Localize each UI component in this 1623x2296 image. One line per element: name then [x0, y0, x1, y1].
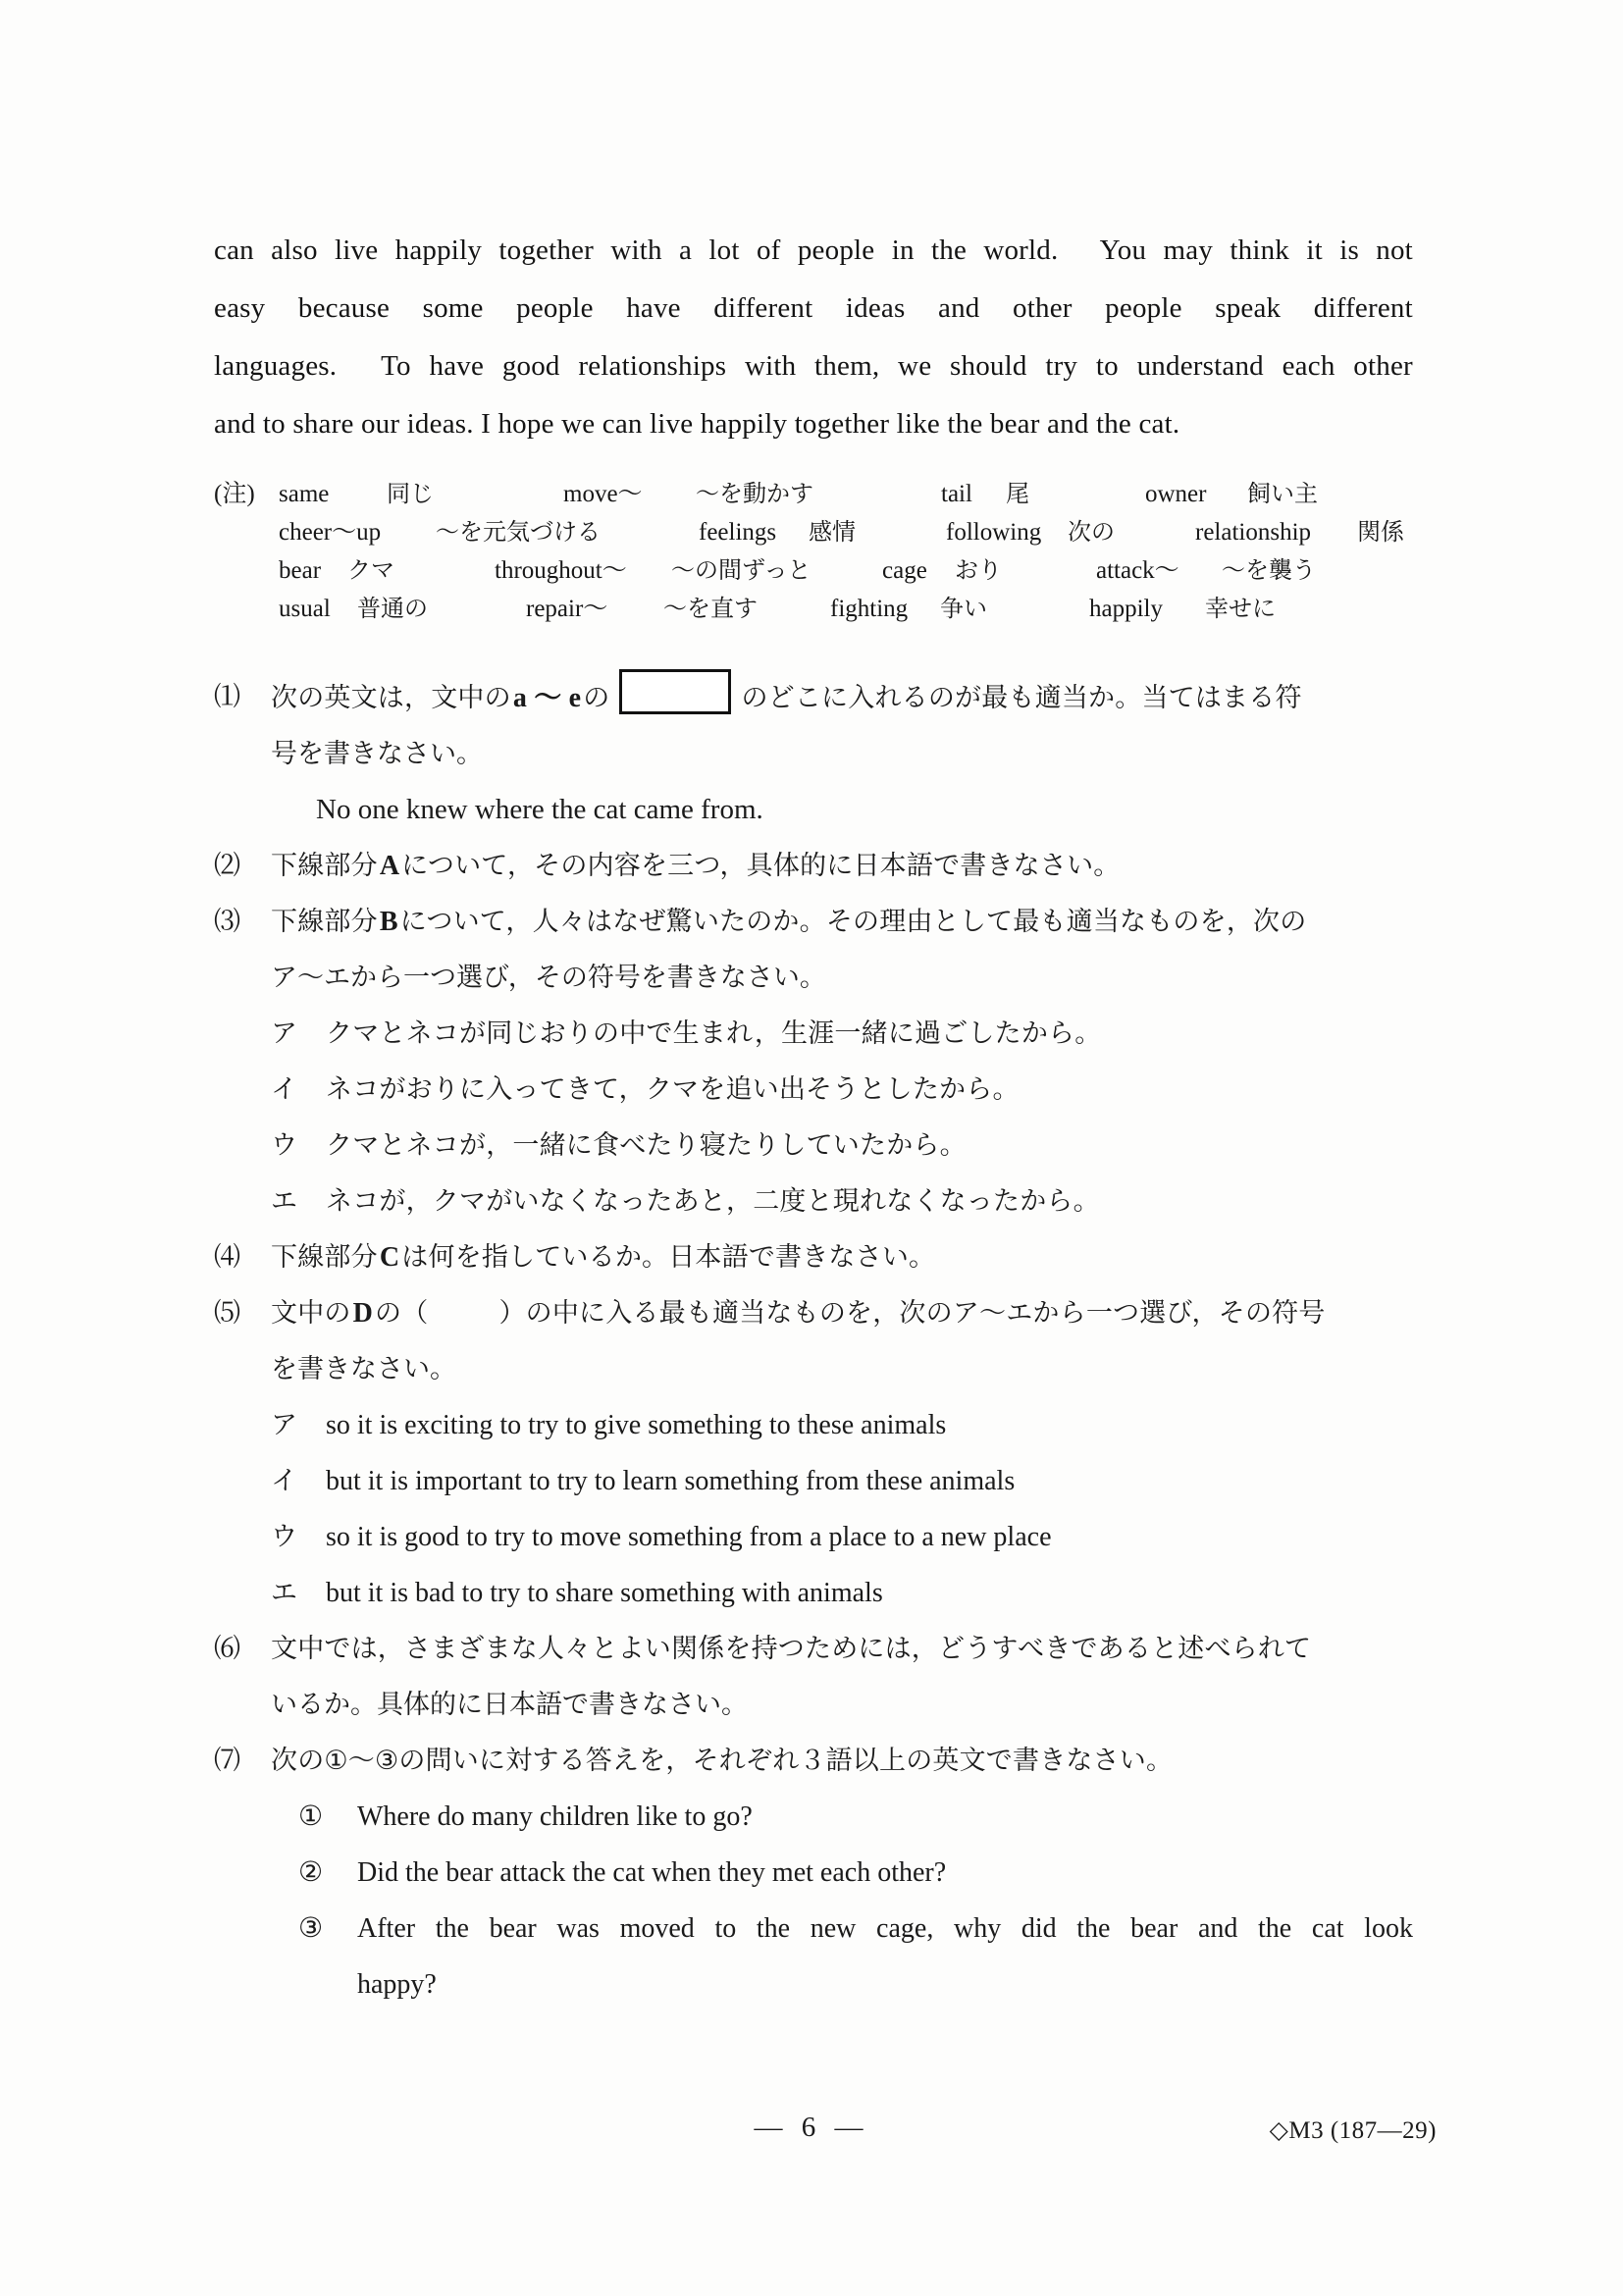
notes-row: [214, 551, 1413, 590]
choice-text: ネコがおりに入ってきて，クマを追い出そうとしたから。: [326, 1074, 1020, 1105]
note-term: same: [279, 481, 330, 507]
note-gloss: ～を襲う: [1222, 556, 1316, 584]
choice-mark: エ: [271, 1186, 297, 1217]
passage-line: can also live happily together with a lot of people in the world. You may think it is not: [214, 235, 1413, 266]
q2-text-b: について，その内容を三つ，具体的に日本語で書きなさい。: [401, 851, 1121, 881]
note-gloss: おり: [955, 556, 1002, 584]
choice-mark: エ: [271, 1578, 297, 1608]
note-term: relationship: [1195, 519, 1312, 546]
choice-mark: ウ: [271, 1130, 297, 1161]
q3-letter: B: [379, 907, 398, 937]
choice-mark: ア: [271, 1410, 297, 1440]
choice-mark: イ: [271, 1466, 297, 1496]
question-number: ⑷: [214, 1242, 240, 1272]
q5-letter: D: [352, 1298, 374, 1329]
note-term: cage: [882, 557, 927, 584]
q2-letter: A: [379, 851, 400, 881]
sub-question-item[interactable]: [298, 1789, 1413, 1845]
note-gloss: ～を動かす: [696, 480, 813, 507]
choice-option[interactable]: [271, 1062, 1413, 1118]
question-3-continued: ア～エから一つ選び，その符号を書きなさい。: [271, 963, 826, 993]
question-text: [271, 1285, 1413, 1341]
q1-text-b: の: [583, 683, 610, 713]
note-gloss: ～を直す: [663, 595, 758, 622]
choice-option[interactable]: [271, 1453, 1413, 1509]
question-1-continued: 号を書きなさい。: [271, 739, 483, 769]
question-6: [214, 1621, 1413, 1733]
note-gloss: 幸せに: [1205, 595, 1276, 622]
question-text: [271, 838, 1413, 894]
note-gloss: 普通の: [357, 595, 428, 622]
sub-question-mark: ①: [298, 1801, 324, 1832]
note-gloss: ～の間ずっと: [671, 556, 812, 584]
note-gloss: 関係: [1357, 518, 1404, 546]
question-number: ⑶: [214, 907, 240, 936]
choice-text: so it is good to try to move something from a place to a new place: [326, 1522, 1052, 1552]
choice-text: so it is exciting to try to give something to these animals: [326, 1410, 947, 1440]
question-number: ⑸: [214, 1298, 240, 1328]
page-number: — 6 —: [754, 2112, 869, 2143]
notes-items: [279, 475, 1318, 513]
note-gloss: ～を元気づける: [436, 518, 601, 546]
insert-sentence: No one knew where the cat came from.: [316, 794, 763, 825]
q3-text-a: 下線部分: [271, 907, 378, 937]
notes-items: [279, 513, 1404, 551]
sub-question-text-block: [357, 1901, 1413, 2012]
question-text: [271, 894, 1413, 950]
note-term: following: [946, 519, 1042, 546]
choice-option[interactable]: [271, 1565, 1413, 1621]
question-6-continued: いるか。具体的に日本語で書きなさい。: [271, 1690, 748, 1720]
choice-option[interactable]: [271, 1397, 1413, 1453]
q4-text-a: 下線部分: [271, 1242, 378, 1273]
passage-line: languages. To have good relationships with them, we should try to understand each other: [214, 350, 1413, 382]
choice-text: but it is bad to try to share something with animals: [326, 1578, 883, 1608]
form-code: ◇M3 (187—29): [1269, 2117, 1437, 2144]
note-term: fighting: [830, 596, 909, 622]
notes-block: [214, 475, 1413, 628]
note-gloss: 争い: [940, 595, 987, 622]
note-term: tail: [941, 481, 972, 507]
answer-blank-box[interactable]: [619, 669, 731, 714]
note-term: feelings: [699, 519, 777, 546]
note-gloss: 感情: [809, 518, 856, 546]
note-term: attack～: [1096, 557, 1179, 584]
notes-row: [214, 513, 1413, 551]
q1-letters: a ～ e: [512, 683, 582, 713]
q4-text-b: は何を指しているか。日本語で書きなさい。: [401, 1242, 936, 1273]
note-term: cheer～up: [279, 519, 382, 546]
choice-option[interactable]: [271, 1006, 1413, 1062]
q5-text-c: ）の中に入る最も適当なものを，次のア～エから一つ選び，その符号: [498, 1298, 1326, 1329]
passage-line: easy because some people have different ideas and other people speak different: [214, 292, 1413, 324]
note-term: owner: [1145, 481, 1207, 507]
question-text: [271, 669, 1413, 726]
note-gloss: 同じ: [387, 480, 434, 507]
question-text: 次の①～③の問いに対する答えを，それぞれ３語以上の英文で書きなさい。: [271, 1746, 1174, 1776]
question-5-continued: を書きなさい。: [271, 1354, 456, 1384]
choice-option[interactable]: [271, 1509, 1413, 1565]
note-term: repair～: [526, 596, 608, 622]
choice-text: クマとネコが同じおりの中で生まれ，生涯一緒に過ごしたから。: [326, 1018, 1102, 1049]
notes-items: [279, 551, 1316, 590]
notes-label: (注): [214, 481, 255, 507]
note-gloss: 飼い主: [1247, 480, 1318, 507]
q4-letter: C: [379, 1242, 400, 1273]
note-term: happily: [1089, 596, 1163, 622]
notes-row: [214, 590, 1413, 628]
choice-option[interactable]: [271, 1118, 1413, 1174]
notes-row: [214, 475, 1413, 513]
choice-option[interactable]: [271, 1174, 1413, 1229]
choice-mark: ウ: [271, 1522, 297, 1552]
question-number: ⑺: [214, 1746, 240, 1775]
sub-question-line: happy?: [357, 1969, 437, 2000]
question-number: ⑹: [214, 1634, 240, 1663]
note-term: bear: [279, 557, 322, 584]
page-content: [214, 222, 1413, 2012]
question-text: 文中では，さまざまな人々とよい関係を持つためには，どうすべきであると述べられて: [271, 1634, 1312, 1664]
question-2: [214, 838, 1413, 894]
question-number: ⑵: [214, 851, 240, 880]
sub-question-line: After the bear was moved to the new cage, why did the bear and the cat look: [357, 1913, 1413, 1944]
question-text: [271, 1229, 1413, 1285]
question-3: [214, 894, 1413, 1229]
question-7: [214, 1733, 1413, 2012]
sub-question-text: Where do many children like to go?: [357, 1801, 753, 1832]
choice-mark: イ: [271, 1074, 297, 1105]
q2-text-a: 下線部分: [271, 851, 378, 881]
note-term: throughout～: [495, 557, 627, 584]
q1-text-a: 次の英文は，文中の: [271, 683, 511, 713]
choice-text: クマとネコが，一緒に食べたり寝たりしていたから。: [326, 1130, 967, 1161]
question-4: [214, 1229, 1413, 1285]
question-5: [214, 1285, 1413, 1621]
reading-passage: [214, 222, 1413, 453]
question-1: [214, 669, 1413, 838]
question-number: ⑴: [214, 682, 240, 711]
q5-text-b: の（: [375, 1298, 429, 1329]
note-term: move～: [563, 481, 643, 507]
q1-text-c: のどこに入れるのが最も適当か。当てはまる符: [741, 683, 1302, 713]
note-gloss: 次の: [1068, 518, 1115, 546]
choice-text: ネコが，クマがいなくなったあと，二度と現れなくなったから。: [326, 1186, 1100, 1217]
q3-text-b: について，人々はなぜ驚いたのか。その理由として最も適当なものを，次の: [399, 907, 1307, 937]
note-term: usual: [279, 596, 331, 622]
sub-question-text: Did the bear attack the cat when they met each other?: [357, 1857, 947, 1888]
passage-line: and to share our ideas. I hope we can live happily together like the bear and the cat.: [214, 408, 1180, 440]
note-gloss: 尾: [1006, 480, 1029, 507]
sub-question-item[interactable]: [298, 1901, 1413, 2012]
choice-text: but it is important to try to learn something from these animals: [326, 1466, 1016, 1496]
sub-question-mark: ②: [298, 1857, 324, 1888]
sub-question-mark: ③: [298, 1913, 324, 1944]
notes-items: [279, 590, 1276, 628]
choice-mark: ア: [271, 1018, 297, 1049]
q5-text-a: 文中の: [271, 1298, 351, 1329]
note-gloss: クマ: [347, 556, 394, 584]
sub-question-item[interactable]: [298, 1845, 1413, 1901]
